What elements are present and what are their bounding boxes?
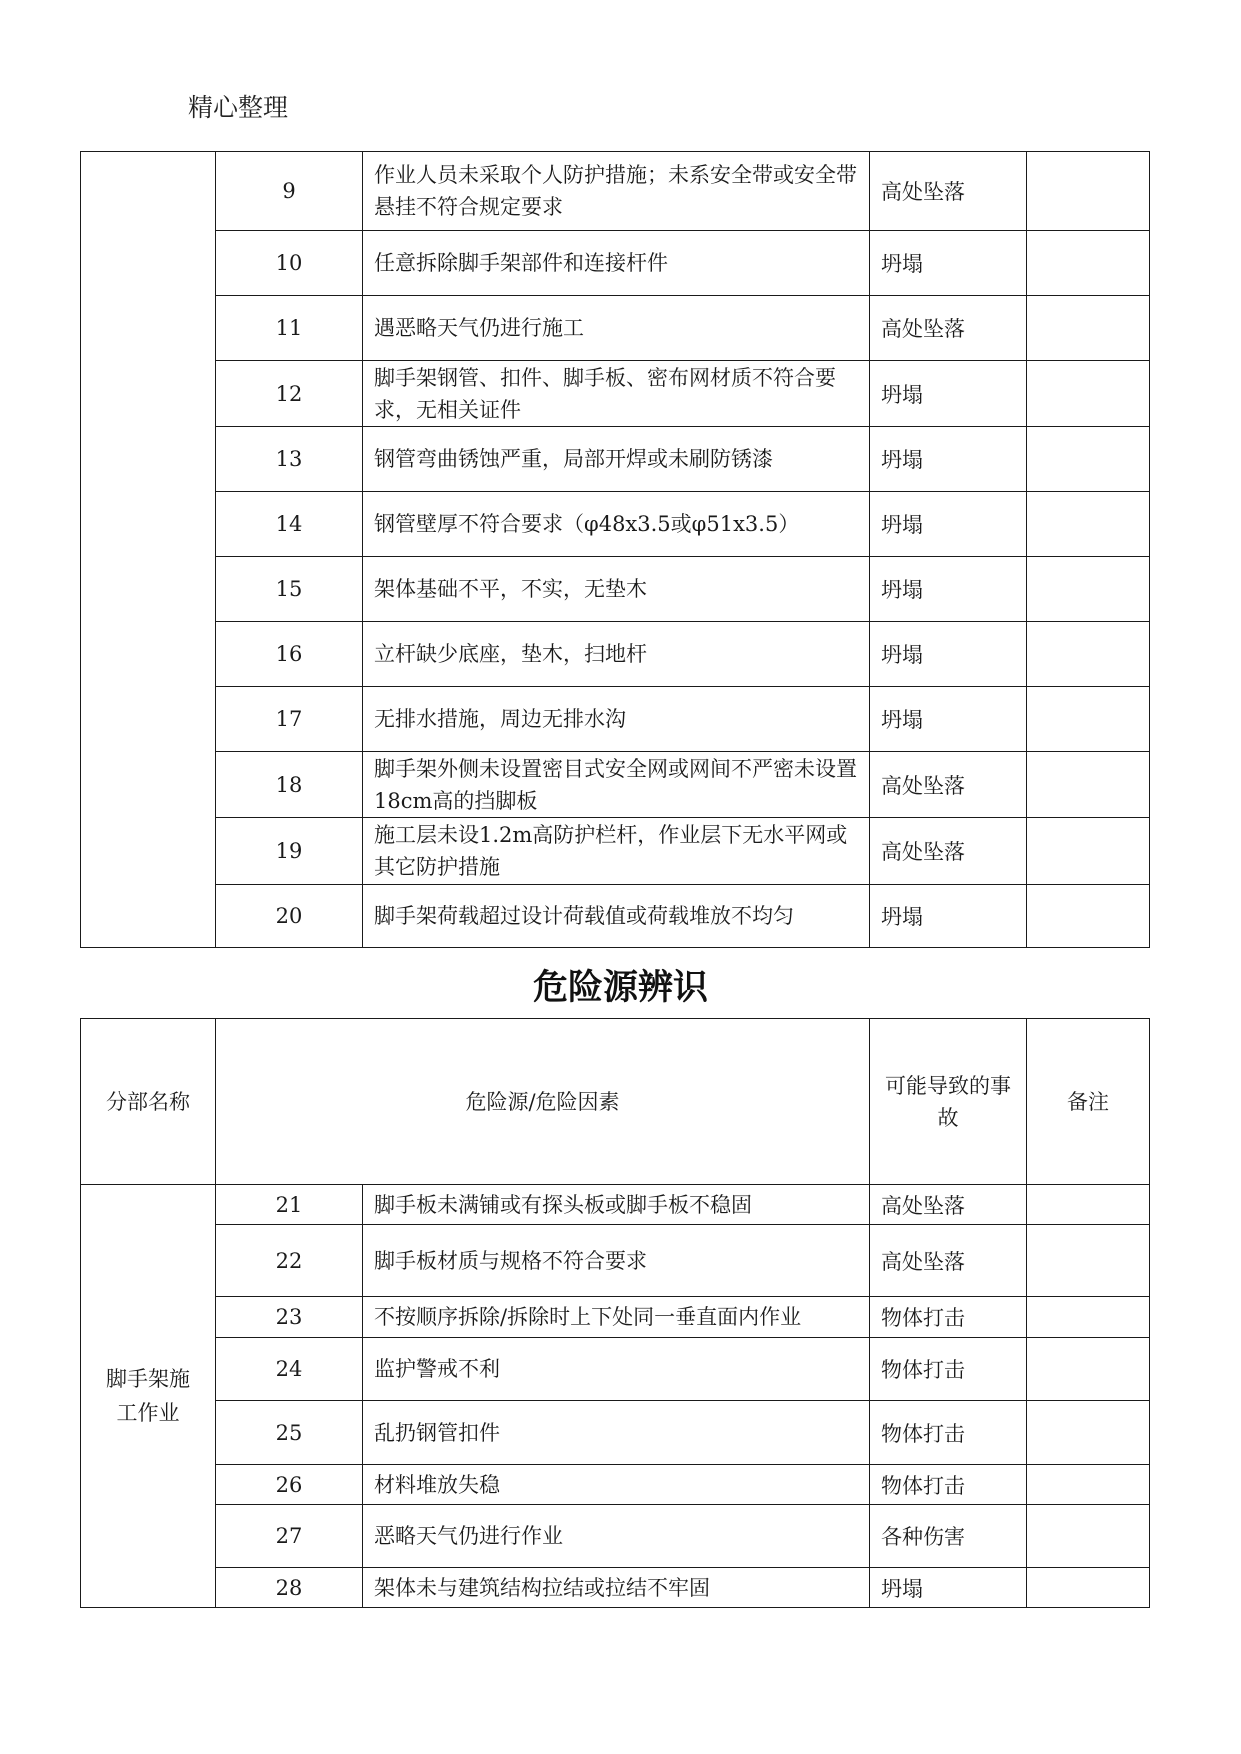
page-header-text: 精心整理 xyxy=(188,93,289,122)
table-row xyxy=(81,1338,1150,1401)
accident-type: 各种伤害 xyxy=(870,1505,1027,1568)
accident-type: 坍塌 xyxy=(870,361,1027,427)
accident-type: 坍塌 xyxy=(870,492,1027,557)
note-cell xyxy=(1027,1338,1150,1401)
accident-type: 坍塌 xyxy=(870,885,1027,948)
row-number: 23 xyxy=(216,1297,363,1338)
section-title: 危险源辨识 xyxy=(532,968,708,1008)
hazard-description: 无排水措施，周边无排水沟 xyxy=(363,687,870,752)
accident-type: 坍塌 xyxy=(870,622,1027,687)
row-number: 19 xyxy=(216,818,363,885)
table-row xyxy=(81,296,1150,361)
note-cell xyxy=(1027,885,1150,948)
note-cell xyxy=(1027,1401,1150,1465)
hazard-description: 作业人员未采取个人防护措施；未系安全带或安全带悬挂不符合规定要求 xyxy=(363,152,870,231)
hazard-description: 立杆缺少底座，垫木，扫地杆 xyxy=(363,622,870,687)
note-cell xyxy=(1027,361,1150,427)
note-cell xyxy=(1027,1505,1150,1568)
row-number: 15 xyxy=(216,557,363,622)
row-number: 14 xyxy=(216,492,363,557)
hazard-description: 钢管弯曲锈蚀严重，局部开焊或未刷防锈漆 xyxy=(363,427,870,492)
table-row xyxy=(81,1505,1150,1568)
hazard-description: 脚手板未满铺或有探头板或脚手板不稳固 xyxy=(363,1185,870,1225)
hazard-description: 脚手板材质与规格不符合要求 xyxy=(363,1225,870,1297)
table-row xyxy=(81,427,1150,492)
row-number: 22 xyxy=(216,1225,363,1297)
note-cell xyxy=(1027,687,1150,752)
row-number: 9 xyxy=(216,152,363,231)
row-number: 10 xyxy=(216,231,363,296)
hazard-description: 任意拆除脚手架部件和连接杆件 xyxy=(363,231,870,296)
table-row xyxy=(81,1568,1150,1608)
table-row xyxy=(81,1225,1150,1297)
table-row xyxy=(81,885,1150,948)
note-cell xyxy=(1027,622,1150,687)
note-cell xyxy=(1027,296,1150,361)
hazard-description: 架体基础不平，不实，无垫木 xyxy=(363,557,870,622)
header-accident: 可能导致的事故 xyxy=(870,1019,1027,1185)
row-number: 13 xyxy=(216,427,363,492)
table-row xyxy=(81,231,1150,296)
table-row xyxy=(81,1465,1150,1505)
accident-type: 坍塌 xyxy=(870,1568,1027,1608)
note-cell xyxy=(1027,557,1150,622)
accident-type: 坍塌 xyxy=(870,557,1027,622)
hazard-description: 遇恶略天气仍进行施工 xyxy=(363,296,870,361)
row-number: 27 xyxy=(216,1505,363,1568)
table-row xyxy=(81,1297,1150,1338)
hazard-identification-table xyxy=(80,1018,1150,1608)
note-cell xyxy=(1027,1568,1150,1608)
accident-type: 高处坠落 xyxy=(870,152,1027,231)
row-number: 28 xyxy=(216,1568,363,1608)
hazard-table-continued xyxy=(80,151,1150,948)
note-cell xyxy=(1027,1185,1150,1225)
table-row xyxy=(81,818,1150,885)
header-hazard: 危险源/危险因素 xyxy=(216,1019,870,1185)
header-note: 备注 xyxy=(1027,1019,1150,1185)
table-row xyxy=(81,361,1150,427)
row-number: 25 xyxy=(216,1401,363,1465)
row-number: 20 xyxy=(216,885,363,948)
row-number: 11 xyxy=(216,296,363,361)
row-number: 26 xyxy=(216,1465,363,1505)
note-cell xyxy=(1027,1225,1150,1297)
hazard-description: 材料堆放失稳 xyxy=(363,1465,870,1505)
accident-type: 坍塌 xyxy=(870,687,1027,752)
table-row xyxy=(81,492,1150,557)
table-row xyxy=(81,752,1150,818)
hazard-description: 脚手架钢管、扣件、脚手板、密布网材质不符合要求，无相关证件 xyxy=(363,361,870,427)
accident-type: 物体打击 xyxy=(870,1338,1027,1401)
table-header-row xyxy=(81,1019,1150,1185)
header-division: 分部名称 xyxy=(81,1019,216,1185)
table-row xyxy=(81,1401,1150,1465)
note-cell xyxy=(1027,1297,1150,1338)
table-row xyxy=(81,622,1150,687)
row-number: 12 xyxy=(216,361,363,427)
accident-type: 坍塌 xyxy=(870,231,1027,296)
note-cell xyxy=(1027,427,1150,492)
row-number: 18 xyxy=(216,752,363,818)
accident-type: 物体打击 xyxy=(870,1297,1027,1338)
hazard-description: 乱扔钢管扣件 xyxy=(363,1401,870,1465)
division-name: 脚手架施工作业 xyxy=(81,1185,216,1608)
row-number: 17 xyxy=(216,687,363,752)
row-number: 21 xyxy=(216,1185,363,1225)
division-cell-blank xyxy=(81,152,216,948)
hazard-description: 监护警戒不利 xyxy=(363,1338,870,1401)
hazard-description: 钢管壁厚不符合要求（φ48x3.5或φ51x3.5） xyxy=(363,492,870,557)
hazard-description: 不按顺序拆除/拆除时上下处同一垂直面内作业 xyxy=(363,1297,870,1338)
table-row xyxy=(81,557,1150,622)
hazard-description: 施工层未设1.2m高防护栏杆，作业层下无水平网或其它防护措施 xyxy=(363,818,870,885)
note-cell xyxy=(1027,231,1150,296)
accident-type: 坍塌 xyxy=(870,427,1027,492)
accident-type: 物体打击 xyxy=(870,1401,1027,1465)
note-cell xyxy=(1027,152,1150,231)
note-cell xyxy=(1027,818,1150,885)
note-cell xyxy=(1027,1465,1150,1505)
hazard-description: 脚手架外侧未设置密目式安全网或网间不严密未设置18cm高的挡脚板 xyxy=(363,752,870,818)
table-row xyxy=(81,152,1150,231)
row-number: 16 xyxy=(216,622,363,687)
hazard-description: 架体未与建筑结构拉结或拉结不牢固 xyxy=(363,1568,870,1608)
accident-type: 高处坠落 xyxy=(870,818,1027,885)
note-cell xyxy=(1027,492,1150,557)
hazard-description: 脚手架荷载超过设计荷载值或荷载堆放不均匀 xyxy=(363,885,870,948)
table-row xyxy=(81,1185,1150,1225)
table-row xyxy=(81,687,1150,752)
accident-type: 高处坠落 xyxy=(870,296,1027,361)
note-cell xyxy=(1027,752,1150,818)
accident-type: 高处坠落 xyxy=(870,752,1027,818)
accident-type: 高处坠落 xyxy=(870,1185,1027,1225)
row-number: 24 xyxy=(216,1338,363,1401)
hazard-description: 恶略天气仍进行作业 xyxy=(363,1505,870,1568)
accident-type: 高处坠落 xyxy=(870,1225,1027,1297)
accident-type: 物体打击 xyxy=(870,1465,1027,1505)
